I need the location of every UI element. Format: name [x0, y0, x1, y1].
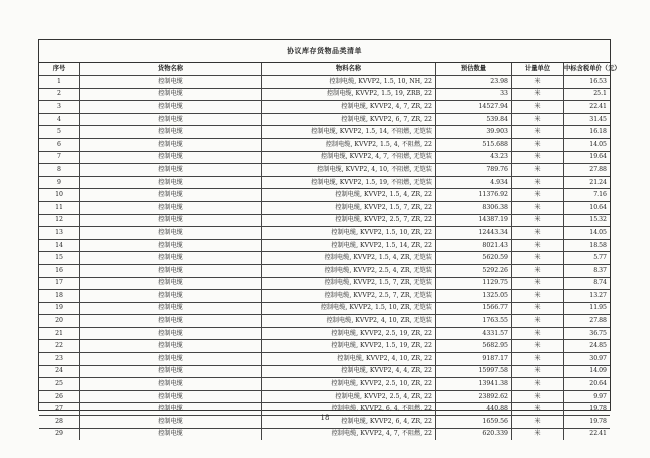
cell-estimated-quantity: 539.84: [436, 113, 512, 126]
cell-goods-name: 控制电缆: [80, 189, 262, 202]
cell-estimated-quantity: 789.76: [436, 164, 512, 177]
cell-unit-price: 20.64: [564, 378, 611, 391]
cell-goods-name: 控制电缆: [80, 302, 262, 315]
cell-estimated-quantity: 5620.59: [436, 252, 512, 265]
cell-goods-name: 控制电缆: [80, 76, 262, 89]
cell-estimated-quantity: 8306.38: [436, 201, 512, 214]
cell-unit-price: 25.1: [564, 88, 611, 101]
cell-goods-name: 控制电缆: [80, 126, 262, 139]
cell-unit-price: 36.75: [564, 327, 611, 340]
cell-unit: 米: [512, 113, 564, 126]
cell-goods-name: 控制电缆: [80, 151, 262, 164]
cell-serial-number: 4: [39, 113, 80, 126]
cell-unit-price: 19.64: [564, 151, 611, 164]
cell-unit-price: 15.32: [564, 214, 611, 227]
table-row: [39, 176, 610, 189]
cell-serial-number: 21: [39, 327, 80, 340]
cell-material-name: 控制电缆, KVVP2, 6, 7, ZR, 22: [262, 113, 436, 126]
cell-unit-price: 13.27: [564, 290, 611, 303]
cell-unit-price: 31.45: [564, 113, 611, 126]
cell-goods-name: 控制电缆: [80, 353, 262, 366]
cell-goods-name: 控制电缆: [80, 277, 262, 290]
cell-goods-name: 控制电缆: [80, 390, 262, 403]
cell-unit: 米: [512, 126, 564, 139]
cell-estimated-quantity: 14387.19: [436, 214, 512, 227]
table-row: [39, 126, 610, 139]
cell-estimated-quantity: 23892.62: [436, 390, 512, 403]
cell-unit: 米: [512, 189, 564, 202]
cell-estimated-quantity: 515.688: [436, 138, 512, 151]
cell-unit-price: 8.37: [564, 264, 611, 277]
cell-unit: 米: [512, 214, 564, 227]
cell-unit: 米: [512, 428, 564, 440]
cell-goods-name: 控制电缆: [80, 164, 262, 177]
table-row: [39, 264, 610, 277]
cell-unit: 米: [512, 239, 564, 252]
cell-material-name: 控制电缆, KVVP2, 4, 10, 不阻燃, 无铠装: [262, 164, 436, 177]
cell-serial-number: 16: [39, 264, 80, 277]
cell-material-name: 控制电缆, KVVP2, 1.5, 4, 不阻燃, 22: [262, 138, 436, 151]
table-row: [39, 290, 610, 303]
cell-unit-price: 10.64: [564, 201, 611, 214]
cell-material-name: 控制电缆, KVVP2, 1.5, 4, ZR, 22: [262, 189, 436, 202]
cell-goods-name: 控制电缆: [80, 227, 262, 240]
cell-serial-number: 20: [39, 315, 80, 328]
cell-material-name: 控制电缆, KVVP2, 2.5, 10, ZR, 22: [262, 378, 436, 391]
cell-goods-name: 控制电缆: [80, 378, 262, 391]
cell-material-name: 控制电缆, KVVP2, 1.5, 7, ZR, 22: [262, 201, 436, 214]
table-row: [39, 340, 610, 353]
cell-unit-price: 19.78: [564, 416, 611, 429]
cell-goods-name: 控制电缆: [80, 327, 262, 340]
cell-estimated-quantity: 4.934: [436, 176, 512, 189]
cell-material-name: 控制电缆, KVVP2, 2.5, 4, ZR, 无铠装: [262, 264, 436, 277]
cell-material-name: 控制电缆, KVVP2, 2.5, 7, ZR, 22: [262, 214, 436, 227]
cell-goods-name: 控制电缆: [80, 239, 262, 252]
cell-unit: 米: [512, 302, 564, 315]
header-estimated-quantity: 预估数量: [436, 63, 512, 76]
cell-serial-number: 10: [39, 189, 80, 202]
cell-estimated-quantity: 1325.05: [436, 290, 512, 303]
cell-material-name: 控制电缆, KVVP2, 1.5, 19, ZRB, 22: [262, 88, 436, 101]
cell-estimated-quantity: 1659.56: [436, 416, 512, 429]
cell-goods-name: 控制电缆: [80, 403, 262, 416]
cell-unit-price: 18.58: [564, 239, 611, 252]
table-row: [39, 365, 610, 378]
cell-unit-price: 5.77: [564, 252, 611, 265]
cell-unit: 米: [512, 403, 564, 416]
cell-serial-number: 29: [39, 428, 80, 440]
cell-serial-number: 1: [39, 76, 80, 89]
table-row: [39, 277, 610, 290]
table-row: [39, 151, 610, 164]
cell-material-name: 控制电缆, KVVP2, 1.5, 10, NH, 22: [262, 76, 436, 89]
cell-serial-number: 27: [39, 403, 80, 416]
cell-unit-price: 14.05: [564, 138, 611, 151]
cell-estimated-quantity: 4331.57: [436, 327, 512, 340]
cell-unit-price: 7.16: [564, 189, 611, 202]
cell-serial-number: 23: [39, 353, 80, 366]
cell-estimated-quantity: 14527.94: [436, 101, 512, 114]
table-row: [39, 353, 610, 366]
table-row: [39, 252, 610, 265]
cell-goods-name: 控制电缆: [80, 201, 262, 214]
cell-serial-number: 14: [39, 239, 80, 252]
cell-unit-price: 22.41: [564, 101, 611, 114]
cell-serial-number: 28: [39, 416, 80, 429]
table-row: [39, 101, 610, 114]
cell-goods-name: 控制电缆: [80, 315, 262, 328]
cell-serial-number: 9: [39, 176, 80, 189]
cell-material-name: 控制电缆, KVVP2, 1.5, 10, ZR, 无铠装: [262, 302, 436, 315]
cell-unit: 米: [512, 138, 564, 151]
cell-serial-number: 5: [39, 126, 80, 139]
cell-unit: 米: [512, 416, 564, 429]
table-row: [39, 76, 610, 89]
cell-goods-name: 控制电缆: [80, 101, 262, 114]
cell-serial-number: 15: [39, 252, 80, 265]
table-row: [39, 201, 610, 214]
cell-goods-name: 控制电缆: [80, 176, 262, 189]
cell-estimated-quantity: 1763.55: [436, 315, 512, 328]
cell-unit-price: 19.78: [564, 403, 611, 416]
cell-unit-price: 21.24: [564, 176, 611, 189]
cell-unit: 米: [512, 378, 564, 391]
cell-estimated-quantity: 620.339: [436, 428, 512, 440]
cell-estimated-quantity: 39.903: [436, 126, 512, 139]
cell-estimated-quantity: 1129.75: [436, 277, 512, 290]
inventory-table-frame: [38, 39, 621, 438]
cell-unit: 米: [512, 176, 564, 189]
cell-material-name: 控制电缆, KVVP2, 2.5, 19, ZR, 22: [262, 327, 436, 340]
cell-material-name: 控制电缆, KVVP2, 1.5, 14, ZR, 22: [262, 239, 436, 252]
table-row: [39, 378, 610, 391]
table-header-row: [39, 63, 610, 76]
cell-estimated-quantity: 13941.38: [436, 378, 512, 391]
cell-unit: 米: [512, 76, 564, 89]
cell-material-name: 控制电缆, KVVP2, 1.5, 7, ZR, 无铠装: [262, 277, 436, 290]
cell-goods-name: 控制电缆: [80, 252, 262, 265]
cell-unit-price: 24.85: [564, 340, 611, 353]
cell-material-name: 控制电缆, KVVP2, 6, 4, 不阻燃, 22: [262, 403, 436, 416]
cell-serial-number: 18: [39, 290, 80, 303]
cell-unit: 米: [512, 201, 564, 214]
cell-unit: 米: [512, 390, 564, 403]
page-number: 18: [320, 414, 330, 422]
table-row: [39, 88, 610, 101]
cell-serial-number: 3: [39, 101, 80, 114]
cell-material-name: 控制电缆, KVVP2, 1.5, 4, ZR, 无铠装: [262, 252, 436, 265]
cell-goods-name: 控制电缆: [80, 88, 262, 101]
cell-unit: 米: [512, 327, 564, 340]
cell-serial-number: 12: [39, 214, 80, 227]
cell-estimated-quantity: 9187.17: [436, 353, 512, 366]
cell-material-name: 控制电缆, KVVP2, 4, 4, ZR, 22: [262, 365, 436, 378]
cell-estimated-quantity: 43.23: [436, 151, 512, 164]
cell-serial-number: 17: [39, 277, 80, 290]
cell-estimated-quantity: 440.88: [436, 403, 512, 416]
cell-unit: 米: [512, 101, 564, 114]
table-row: [39, 113, 610, 126]
cell-estimated-quantity: 5682.95: [436, 340, 512, 353]
cell-serial-number: 7: [39, 151, 80, 164]
table-row: [39, 164, 610, 177]
cell-estimated-quantity: 8021.43: [436, 239, 512, 252]
table-row: [39, 428, 610, 440]
cell-unit-price: 30.97: [564, 353, 611, 366]
cell-material-name: 控制电缆, KVVP2, 4, 10, ZR, 22: [262, 353, 436, 366]
cell-material-name: 控制电缆, KVVP2, 1.5, 19, 不阻燃, 无铠装: [262, 176, 436, 189]
cell-serial-number: 24: [39, 365, 80, 378]
table-row: [39, 138, 610, 151]
table-row: [39, 327, 610, 340]
cell-unit-price: 14.05: [564, 227, 611, 240]
cell-estimated-quantity: 33: [436, 88, 512, 101]
cell-unit-price: 8.74: [564, 277, 611, 290]
cell-goods-name: 控制电缆: [80, 138, 262, 151]
table-title: 协议库存货物品类清单: [39, 40, 610, 63]
cell-unit-price: 27.88: [564, 315, 611, 328]
cell-serial-number: 13: [39, 227, 80, 240]
header-material-name: 物料名称: [262, 63, 436, 76]
cell-material-name: 控制电缆, KVVP2, 6, 4, ZR, 22: [262, 416, 436, 429]
cell-unit: 米: [512, 365, 564, 378]
cell-serial-number: 6: [39, 138, 80, 151]
cell-material-name: 控制电缆, KVVP2, 4, 7, 不阻燃, 无铠装: [262, 151, 436, 164]
cell-material-name: 控制电缆, KVVP2, 1.5, 14, 不阻燃, 无铠装: [262, 126, 436, 139]
cell-unit-price: 11.95: [564, 302, 611, 315]
cell-unit: 米: [512, 88, 564, 101]
header-unit-price: 中标含税单价（元）: [564, 63, 611, 76]
cell-serial-number: 19: [39, 302, 80, 315]
cell-unit: 米: [512, 340, 564, 353]
cell-unit: 米: [512, 264, 564, 277]
cell-goods-name: 控制电缆: [80, 365, 262, 378]
cell-goods-name: 控制电缆: [80, 264, 262, 277]
table-row: [39, 189, 610, 202]
cell-unit: 米: [512, 164, 564, 177]
cell-estimated-quantity: 5292.26: [436, 264, 512, 277]
table-row: [39, 315, 610, 328]
table-row: [39, 239, 610, 252]
cell-unit: 米: [512, 315, 564, 328]
header-serial-number: 序号: [39, 63, 80, 76]
cell-unit-price: 27.88: [564, 164, 611, 177]
cell-unit-price: 16.18: [564, 126, 611, 139]
cell-unit: 米: [512, 151, 564, 164]
cell-goods-name: 控制电缆: [80, 416, 262, 429]
cell-serial-number: 22: [39, 340, 80, 353]
table-row: [39, 302, 610, 315]
cell-serial-number: 11: [39, 201, 80, 214]
cell-material-name: 控制电缆, KVVP2, 1.5, 19, ZR, 22: [262, 340, 436, 353]
cell-unit: 米: [512, 277, 564, 290]
cell-unit: 米: [512, 353, 564, 366]
cell-estimated-quantity: 11376.92: [436, 189, 512, 202]
cell-material-name: 控制电缆, KVVP2, 1.5, 10, ZR, 22: [262, 227, 436, 240]
cell-goods-name: 控制电缆: [80, 340, 262, 353]
cell-unit-price: 22.41: [564, 428, 611, 440]
cell-unit-price: 16.53: [564, 76, 611, 89]
cell-material-name: 控制电缆, KVVP2, 4, 7, ZR, 22: [262, 101, 436, 114]
cell-unit: 米: [512, 290, 564, 303]
goods-category-table: [39, 63, 621, 440]
table-row: [39, 214, 610, 227]
cell-material-name: 控制电缆, KVVP2, 2.5, 7, ZR, 无铠装: [262, 290, 436, 303]
header-goods-name: 货物名称: [80, 63, 262, 76]
cell-unit-price: 9.97: [564, 390, 611, 403]
cell-material-name: 控制电缆, KVVP2, 4, 7, 不阻燃, 22: [262, 428, 436, 440]
cell-unit: 米: [512, 227, 564, 240]
table-body: [39, 76, 610, 441]
header-unit: 计量单位: [512, 63, 564, 76]
cell-goods-name: 控制电缆: [80, 290, 262, 303]
table-row: [39, 227, 610, 240]
cell-material-name: 控制电缆, KVVP2, 2.5, 4, ZR, 22: [262, 390, 436, 403]
cell-unit: 米: [512, 252, 564, 265]
cell-estimated-quantity: 23.98: [436, 76, 512, 89]
cell-serial-number: 25: [39, 378, 80, 391]
cell-serial-number: 2: [39, 88, 80, 101]
cell-goods-name: 控制电缆: [80, 113, 262, 126]
cell-estimated-quantity: 1566.77: [436, 302, 512, 315]
table-row: [39, 390, 610, 403]
cell-serial-number: 8: [39, 164, 80, 177]
cell-goods-name: 控制电缆: [80, 428, 262, 440]
cell-material-name: 控制电缆, KVVP2, 4, 10, ZR, 无铠装: [262, 315, 436, 328]
cell-estimated-quantity: 12443.34: [436, 227, 512, 240]
cell-unit-price: 14.09: [564, 365, 611, 378]
cell-serial-number: 26: [39, 390, 80, 403]
cell-goods-name: 控制电缆: [80, 214, 262, 227]
cell-estimated-quantity: 15997.58: [436, 365, 512, 378]
